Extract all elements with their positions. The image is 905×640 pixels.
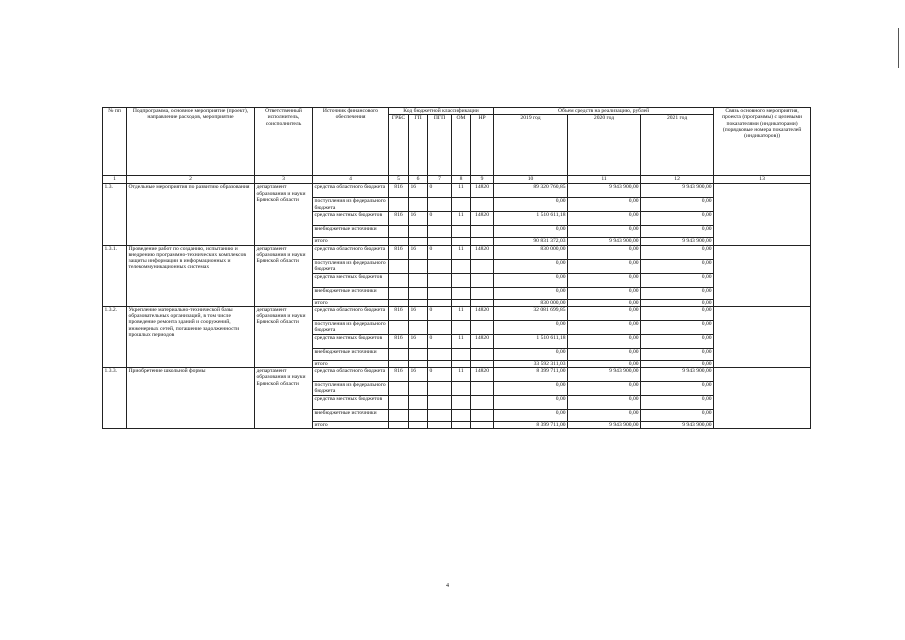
- total-code-cell: [409, 422, 428, 429]
- amount-2019-cell: 0,00: [494, 410, 568, 422]
- header-col-code: Код бюджетной классификации: [389, 108, 494, 115]
- total-2019-cell: 830 000,00: [494, 299, 568, 306]
- amount-2021-cell: 0,00: [641, 306, 714, 320]
- total-code-cell: [471, 238, 494, 245]
- total-label-cell: итого: [313, 238, 389, 245]
- total-2020-cell: 0,00: [568, 360, 641, 367]
- code-nr-cell: 14820: [471, 245, 494, 259]
- code-om-cell: [452, 198, 471, 212]
- amount-2020-cell: 0,00: [568, 273, 641, 287]
- amount-2019-cell: 8 399 711,00: [494, 368, 568, 382]
- source-cell: средства местных бюджетов: [313, 273, 389, 287]
- code-nr-cell: 14820: [471, 184, 494, 198]
- total-code-cell: [389, 238, 409, 245]
- code-gp-cell: [409, 396, 428, 410]
- row-responsible-cell: департамент образования и науки Брянской области: [255, 184, 313, 245]
- amount-2019-cell: 0,00: [494, 259, 568, 273]
- code-nr-cell: [471, 259, 494, 273]
- header-sub-om: ОМ: [452, 115, 471, 176]
- column-number: 12: [641, 176, 714, 184]
- total-code-cell: [452, 422, 471, 429]
- code-grbs-cell: [389, 198, 409, 212]
- column-number: 6: [409, 176, 428, 184]
- code-gp-cell: [409, 382, 428, 396]
- code-grbs-cell: 816: [389, 245, 409, 259]
- total-2021-cell: 0,00: [641, 360, 714, 367]
- code-pgp-cell: [428, 226, 452, 238]
- amount-2019-cell: 32 081 699,85: [494, 306, 568, 320]
- total-code-cell: [428, 299, 452, 306]
- code-om-cell: [452, 396, 471, 410]
- total-2021-cell: 9 943 900,00: [641, 238, 714, 245]
- source-cell: поступления из федерального бюджета: [313, 259, 389, 273]
- header-col-link: Связь основного мероприятия, проекта (программы) с целевыми показателями (индикаторами) (порядковые номера показателей (индикаторов)): [714, 108, 811, 176]
- amount-2019-cell: 830 000,00: [494, 245, 568, 259]
- amount-2020-cell: 0,00: [568, 348, 641, 360]
- code-nr-cell: 14820: [471, 306, 494, 320]
- source-cell: средства областного бюджета: [313, 184, 389, 198]
- column-number: 13: [714, 176, 811, 184]
- total-code-cell: [471, 422, 494, 429]
- row-name-cell: Отдельные мероприятия по развитию образования: [127, 184, 255, 245]
- amount-2021-cell: 0,00: [641, 226, 714, 238]
- code-pgp-cell: [428, 396, 452, 410]
- amount-2019-cell: 0,00: [494, 348, 568, 360]
- column-number: 2: [127, 176, 255, 184]
- total-code-cell: [452, 360, 471, 367]
- column-number: 9: [471, 176, 494, 184]
- code-nr-cell: [471, 226, 494, 238]
- code-om-cell: [452, 320, 471, 334]
- code-pgp-cell: 0: [428, 306, 452, 320]
- header-sub-nr: НР: [471, 115, 494, 176]
- amount-2020-cell: 0,00: [568, 382, 641, 396]
- code-om-cell: [452, 287, 471, 299]
- code-om-cell: 11: [452, 368, 471, 382]
- total-code-cell: [471, 299, 494, 306]
- column-number: 5: [389, 176, 409, 184]
- amount-2021-cell: 0,00: [641, 320, 714, 334]
- amount-2021-cell: 0,00: [641, 273, 714, 287]
- code-om-cell: [452, 410, 471, 422]
- column-number: 3: [255, 176, 313, 184]
- scan-edge-line: [898, 28, 899, 68]
- code-grbs-cell: 816: [389, 334, 409, 348]
- row-number-cell: 1.3.1.: [103, 245, 127, 306]
- code-gp-cell: 16: [409, 212, 428, 226]
- amount-2020-cell: 0,00: [568, 306, 641, 320]
- total-code-cell: [409, 238, 428, 245]
- code-gp-cell: [409, 410, 428, 422]
- amount-2021-cell: 0,00: [641, 348, 714, 360]
- code-gp-cell: [409, 273, 428, 287]
- code-gp-cell: 16: [409, 368, 428, 382]
- indicator-link-cell: [714, 306, 811, 367]
- column-number: 4: [313, 176, 389, 184]
- code-om-cell: [452, 382, 471, 396]
- row-number-cell: 1.3.: [103, 184, 127, 245]
- header-sub-gp: ГП: [409, 115, 428, 176]
- total-code-cell: [409, 299, 428, 306]
- code-gp-cell: [409, 348, 428, 360]
- source-cell: средства местных бюджетов: [313, 212, 389, 226]
- amount-2019-cell: 0,00: [494, 198, 568, 212]
- total-2019-cell: 8 399 711,00: [494, 422, 568, 429]
- column-number: 7: [428, 176, 452, 184]
- amount-2020-cell: 0,00: [568, 410, 641, 422]
- total-label-cell: итого: [313, 360, 389, 367]
- code-nr-cell: [471, 382, 494, 396]
- amount-2021-cell: 0,00: [641, 212, 714, 226]
- indicator-link-cell: [714, 245, 811, 306]
- amount-2019-cell: 0,00: [494, 273, 568, 287]
- code-om-cell: 11: [452, 212, 471, 226]
- amount-2021-cell: 0,00: [641, 396, 714, 410]
- source-cell: средства местных бюджетов: [313, 396, 389, 410]
- header-col-name: Подпрограмма, основное мероприятие (проект), направление расходов, мероприятие: [127, 108, 255, 176]
- indicator-link-cell: [714, 184, 811, 245]
- code-pgp-cell: [428, 259, 452, 273]
- column-number-row: [103, 176, 811, 184]
- source-cell: поступления из федерального бюджета: [313, 198, 389, 212]
- code-gp-cell: 16: [409, 184, 428, 198]
- code-om-cell: [452, 226, 471, 238]
- header-col-source: Источник финансового обеспечения: [313, 108, 389, 176]
- total-code-cell: [389, 299, 409, 306]
- amount-2021-cell: 0,00: [641, 259, 714, 273]
- amount-2021-cell: 0,00: [641, 410, 714, 422]
- amount-2021-cell: 9 943 900,00: [641, 368, 714, 382]
- amount-2019-cell: 1 510 611,18: [494, 212, 568, 226]
- total-code-cell: [389, 422, 409, 429]
- header-row: [103, 108, 811, 115]
- source-cell: поступления из федерального бюджета: [313, 320, 389, 334]
- amount-2020-cell: 0,00: [568, 212, 641, 226]
- row-responsible-cell: департамент образования и науки Брянской области: [255, 306, 313, 367]
- code-gp-cell: 16: [409, 334, 428, 348]
- code-nr-cell: [471, 273, 494, 287]
- code-pgp-cell: [428, 198, 452, 212]
- code-grbs-cell: [389, 410, 409, 422]
- amount-2021-cell: 9 943 900,00: [641, 184, 714, 198]
- code-pgp-cell: 0: [428, 334, 452, 348]
- source-cell: средства областного бюджета: [313, 245, 389, 259]
- code-nr-cell: [471, 198, 494, 212]
- amount-2021-cell: 0,00: [641, 382, 714, 396]
- code-grbs-cell: [389, 287, 409, 299]
- amount-2019-cell: 1 510 611,18: [494, 334, 568, 348]
- amount-2020-cell: 0,00: [568, 198, 641, 212]
- column-number: 1: [103, 176, 127, 184]
- code-nr-cell: [471, 396, 494, 410]
- code-pgp-cell: [428, 348, 452, 360]
- amount-2021-cell: 0,00: [641, 334, 714, 348]
- amount-2020-cell: 0,00: [568, 259, 641, 273]
- code-om-cell: 11: [452, 245, 471, 259]
- row-responsible-cell: департамент образования и науки Брянской области: [255, 368, 313, 429]
- total-code-cell: [428, 238, 452, 245]
- total-2019-cell: 33 592 311,03: [494, 360, 568, 367]
- total-code-cell: [409, 360, 428, 367]
- amount-2019-cell: 0,00: [494, 396, 568, 410]
- amount-2021-cell: 0,00: [641, 245, 714, 259]
- total-code-cell: [452, 299, 471, 306]
- amount-2020-cell: 0,00: [568, 226, 641, 238]
- table-body: [103, 184, 811, 429]
- row-number-cell: 1.3.2.: [103, 306, 127, 367]
- amount-2019-cell: 0,00: [494, 226, 568, 238]
- code-om-cell: 11: [452, 184, 471, 198]
- total-2019-cell: 90 831 372,03: [494, 238, 568, 245]
- code-om-cell: [452, 348, 471, 360]
- indicator-link-cell: [714, 368, 811, 429]
- code-grbs-cell: [389, 320, 409, 334]
- code-pgp-cell: [428, 320, 452, 334]
- total-label-cell: итого: [313, 299, 389, 306]
- amount-2019-cell: 0,00: [494, 320, 568, 334]
- code-gp-cell: [409, 287, 428, 299]
- code-grbs-cell: [389, 348, 409, 360]
- header-sub-2021: 2021 год: [641, 115, 714, 176]
- column-number: 11: [568, 176, 641, 184]
- page-number: 4: [446, 583, 449, 589]
- amount-2020-cell: 0,00: [568, 334, 641, 348]
- header-col-resp: Ответственный исполнитель, соисполнитель: [255, 108, 313, 176]
- amount-2020-cell: 9 943 900,00: [568, 184, 641, 198]
- code-grbs-cell: [389, 226, 409, 238]
- code-nr-cell: 14820: [471, 334, 494, 348]
- code-pgp-cell: [428, 382, 452, 396]
- total-label-cell: итого: [313, 422, 389, 429]
- total-2021-cell: 9 943 900,00: [641, 422, 714, 429]
- code-pgp-cell: 0: [428, 245, 452, 259]
- total-code-cell: [389, 360, 409, 367]
- amount-2019-cell: 0,00: [494, 382, 568, 396]
- source-cell: средства местных бюджетов: [313, 334, 389, 348]
- source-cell: внебюджетные источники: [313, 410, 389, 422]
- source-cell: средства областного бюджета: [313, 306, 389, 320]
- header-col-no: № пп: [103, 108, 127, 176]
- code-gp-cell: [409, 320, 428, 334]
- header-sub-pgp: ПГП: [428, 115, 452, 176]
- source-cell: внебюджетные источники: [313, 287, 389, 299]
- amount-2021-cell: 0,00: [641, 287, 714, 299]
- table-row: [103, 306, 811, 320]
- total-code-cell: [428, 360, 452, 367]
- total-2020-cell: 9 943 900,00: [568, 238, 641, 245]
- code-grbs-cell: [389, 396, 409, 410]
- column-number: 8: [452, 176, 471, 184]
- code-grbs-cell: [389, 382, 409, 396]
- code-pgp-cell: 0: [428, 184, 452, 198]
- code-gp-cell: [409, 259, 428, 273]
- amount-2019-cell: 89 320 760,85: [494, 184, 568, 198]
- code-grbs-cell: 816: [389, 368, 409, 382]
- code-pgp-cell: [428, 273, 452, 287]
- code-grbs-cell: 816: [389, 212, 409, 226]
- row-number-cell: 1.3.3.: [103, 368, 127, 429]
- amount-2020-cell: 0,00: [568, 245, 641, 259]
- row-responsible-cell: департамент образования и науки Брянской области: [255, 245, 313, 306]
- table-row: [103, 184, 811, 198]
- code-gp-cell: [409, 198, 428, 212]
- code-nr-cell: [471, 410, 494, 422]
- row-name-cell: Проведение работ по созданию, испытанию и внедрению программно-технических комплексов защиты информации в информационных и телекоммуникационных системах: [127, 245, 255, 306]
- column-number: 10: [494, 176, 568, 184]
- amount-2020-cell: 9 943 900,00: [568, 368, 641, 382]
- code-nr-cell: 14820: [471, 368, 494, 382]
- code-nr-cell: [471, 287, 494, 299]
- total-code-cell: [428, 422, 452, 429]
- amount-2021-cell: 0,00: [641, 198, 714, 212]
- header-col-volume: Объем средств на реализацию, рублей: [494, 108, 714, 115]
- total-code-cell: [471, 360, 494, 367]
- row-name-cell: Укрепление материально-технической базы образовательных организаций, в том числе проведение ремонта зданий и сооружений, инженерных сетей, погашение задолженности прошлых периодов: [127, 306, 255, 367]
- amount-2020-cell: 0,00: [568, 396, 641, 410]
- source-cell: внебюджетные источники: [313, 226, 389, 238]
- amount-2019-cell: 0,00: [494, 287, 568, 299]
- source-cell: внебюджетные источники: [313, 348, 389, 360]
- row-name-cell: Приобретение школьной формы: [127, 368, 255, 429]
- total-2020-cell: 9 943 900,00: [568, 422, 641, 429]
- code-om-cell: 11: [452, 334, 471, 348]
- amount-2020-cell: 0,00: [568, 287, 641, 299]
- total-code-cell: [452, 238, 471, 245]
- table-row: [103, 368, 811, 382]
- code-nr-cell: [471, 348, 494, 360]
- source-cell: средства областного бюджета: [313, 368, 389, 382]
- header-sub-grbs: ГРБС: [389, 115, 409, 176]
- total-2020-cell: 0,00: [568, 299, 641, 306]
- code-grbs-cell: [389, 259, 409, 273]
- code-pgp-cell: 0: [428, 212, 452, 226]
- code-grbs-cell: [389, 273, 409, 287]
- budget-table: [102, 107, 811, 429]
- table-row: [103, 245, 811, 259]
- code-gp-cell: 16: [409, 245, 428, 259]
- header-sub-2020: 2020 год: [568, 115, 641, 176]
- code-nr-cell: 14820: [471, 212, 494, 226]
- code-pgp-cell: 0: [428, 368, 452, 382]
- code-grbs-cell: 816: [389, 184, 409, 198]
- source-cell: поступления из федерального бюджета: [313, 382, 389, 396]
- code-gp-cell: [409, 226, 428, 238]
- total-2021-cell: 0,00: [641, 299, 714, 306]
- amount-2020-cell: 0,00: [568, 320, 641, 334]
- code-om-cell: [452, 273, 471, 287]
- code-pgp-cell: [428, 287, 452, 299]
- header-sub-2019: 2019 год: [494, 115, 568, 176]
- code-gp-cell: 16: [409, 306, 428, 320]
- code-grbs-cell: 816: [389, 306, 409, 320]
- code-om-cell: 11: [452, 306, 471, 320]
- code-om-cell: [452, 259, 471, 273]
- code-pgp-cell: [428, 410, 452, 422]
- code-nr-cell: [471, 320, 494, 334]
